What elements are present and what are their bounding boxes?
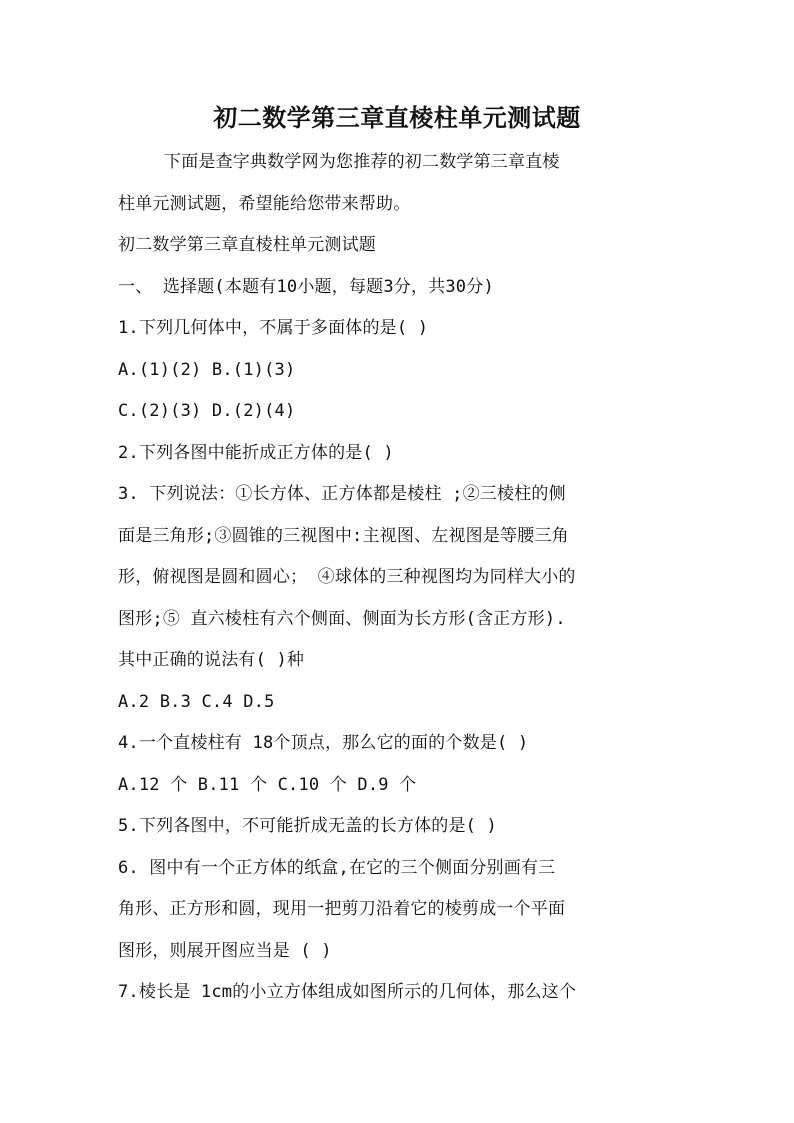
intro-line: 下面是查字典数学网为您推荐的初二数学第三章直棱 <box>164 152 560 172</box>
question-line: 2.下列各图中能折成正方体的是( ) <box>118 442 394 463</box>
question-line: 角形、正方形和圆，现用一把剪刀沿着它的棱剪成一个平面 <box>118 899 566 919</box>
section-heading: 一、 选择题(本题有10小题，每题3分，共30分) <box>118 276 494 297</box>
answer-options: A.12 个 B.11 个 C.10 个 D.9 个 <box>118 774 417 795</box>
question-line: 形，俯视图是圆和圆心； ④球体的三种视图均为同样大小的 <box>118 567 576 587</box>
answer-options: A.2 B.3 C.4 D.5 <box>118 691 275 712</box>
section-heading: 初二数学第三章直棱柱单元测试题 <box>118 235 376 255</box>
question-line: 4.一个直棱柱有 18个顶点，那么它的面的个数是( ) <box>118 733 529 753</box>
intro-line: 柱单元测试题，希望能给您带来帮助。 <box>118 193 411 214</box>
question-line: 7.棱长是 1cm的小立方体组成如图所示的几何体，那么这个 <box>118 982 577 1002</box>
question-line: 图形，则展开图应当是 ( ) <box>118 940 332 961</box>
answer-options: A.(1)(2) B.(1)(3) <box>118 359 296 380</box>
document-body <box>118 142 678 1014</box>
answer-options: C.(2)(3) D.(2)(4) <box>118 401 296 421</box>
document-title: 初二数学第三章直棱柱单元测试题 <box>213 103 581 132</box>
question-line: 3. 下列说法：①长方体、正方体都是棱柱 ;②三棱柱的侧 <box>118 484 566 504</box>
question-line: 6. 图中有一个正方体的纸盒,在它的三个侧面分别画有三 <box>118 857 556 878</box>
question-line: 其中正确的说法有( )种 <box>118 650 305 670</box>
question-line: 图形;⑤ 直六棱柱有六个侧面、侧面为长方形(含正方形). <box>118 608 566 629</box>
question-line: 5.下列各图中，不可能折成无盖的长方体的是( ) <box>118 816 497 836</box>
question-line: 面是三角形;③圆锥的三视图中:主视图、左视图是等腰三角 <box>118 525 569 546</box>
question-line: 1.下列几何体中，不属于多面体的是( ) <box>118 318 429 338</box>
